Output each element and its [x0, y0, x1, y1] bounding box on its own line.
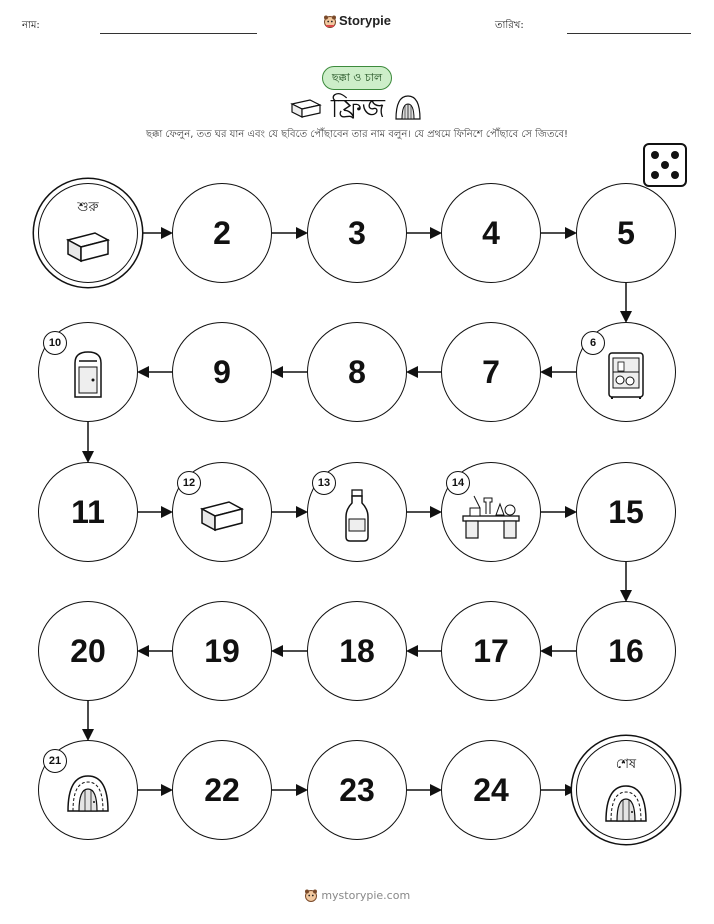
page-title: ফ্রিজ [330, 94, 386, 124]
board-space[interactable] [441, 183, 541, 283]
space-number: 16 [608, 632, 644, 669]
space-number: 11 [71, 493, 105, 530]
date-label: তারিখ: [495, 20, 524, 31]
fridge-icon [606, 350, 646, 400]
board-space[interactable] [38, 322, 138, 422]
space-number-badge: 10 [43, 331, 67, 355]
board-space[interactable] [576, 322, 676, 422]
footer [0, 888, 714, 902]
space-number-badge: 6 [581, 331, 605, 355]
board-space[interactable] [576, 601, 676, 701]
board-space[interactable] [38, 740, 138, 840]
brand-name: Storypie [338, 13, 391, 28]
board-space[interactable] [576, 183, 676, 283]
game-type-badge: ছক্কা ও চাল [322, 66, 392, 90]
space-number: 24 [473, 771, 509, 808]
instructions: ছক্কা ফেলুন, তত ঘর যান এবং যে ছবিতে পৌঁছাবেন তার নাম বলুন। যে প্রথমে ফিনিশে পৌঁছাবে সে জিতবে! [145, 129, 569, 140]
board-space[interactable] [307, 183, 407, 283]
space-number-badge: 13 [312, 471, 336, 495]
board-space[interactable] [307, 462, 407, 562]
mascot-icon [304, 888, 318, 902]
space-number-badge: 12 [177, 471, 201, 495]
finish-space[interactable] [576, 740, 676, 840]
space-number: 18 [339, 632, 375, 669]
board-space[interactable] [172, 740, 272, 840]
start-space[interactable] [38, 183, 138, 283]
board-space[interactable] [172, 601, 272, 701]
space-number-badge: 14 [446, 471, 470, 495]
board-space[interactable] [441, 601, 541, 701]
board-space[interactable] [307, 740, 407, 840]
space-number: 19 [204, 632, 240, 669]
board-space[interactable] [307, 322, 407, 422]
footer-url[interactable]: mystorypie.com [321, 889, 411, 902]
cave-door-icon [603, 783, 649, 823]
space-number: 4 [482, 214, 500, 251]
milk-bottle-icon [342, 487, 372, 543]
space-number: 9 [213, 353, 231, 390]
board-space[interactable] [172, 322, 272, 422]
board-space[interactable] [441, 462, 541, 562]
name-label: নাম: [22, 20, 40, 31]
board-space[interactable] [38, 601, 138, 701]
board-space[interactable] [38, 462, 138, 562]
space-number: 3 [348, 214, 366, 251]
space-number-badge: 21 [43, 749, 67, 773]
space-number: 23 [339, 771, 375, 808]
board-space[interactable] [172, 462, 272, 562]
space-number: 22 [204, 771, 240, 808]
lab-desk-icon [460, 490, 522, 540]
space-number: 20 [70, 632, 106, 669]
space-caption: শেষ [615, 757, 637, 772]
board-space[interactable] [307, 601, 407, 701]
space-number: 17 [473, 632, 509, 669]
cave-door-icon [65, 773, 111, 813]
board-space[interactable] [441, 322, 541, 422]
space-number: 2 [213, 214, 231, 251]
board-space[interactable] [172, 183, 272, 283]
mailbox-icon [71, 349, 105, 401]
board-space[interactable] [441, 740, 541, 840]
space-number: 5 [617, 214, 635, 251]
board-space[interactable] [576, 462, 676, 562]
space-number: 8 [348, 353, 366, 390]
butter-icon [65, 228, 111, 264]
space-number: 7 [482, 353, 500, 390]
space-number: 15 [608, 493, 644, 530]
butter-icon [199, 497, 245, 533]
space-caption: শুরু [77, 200, 99, 215]
